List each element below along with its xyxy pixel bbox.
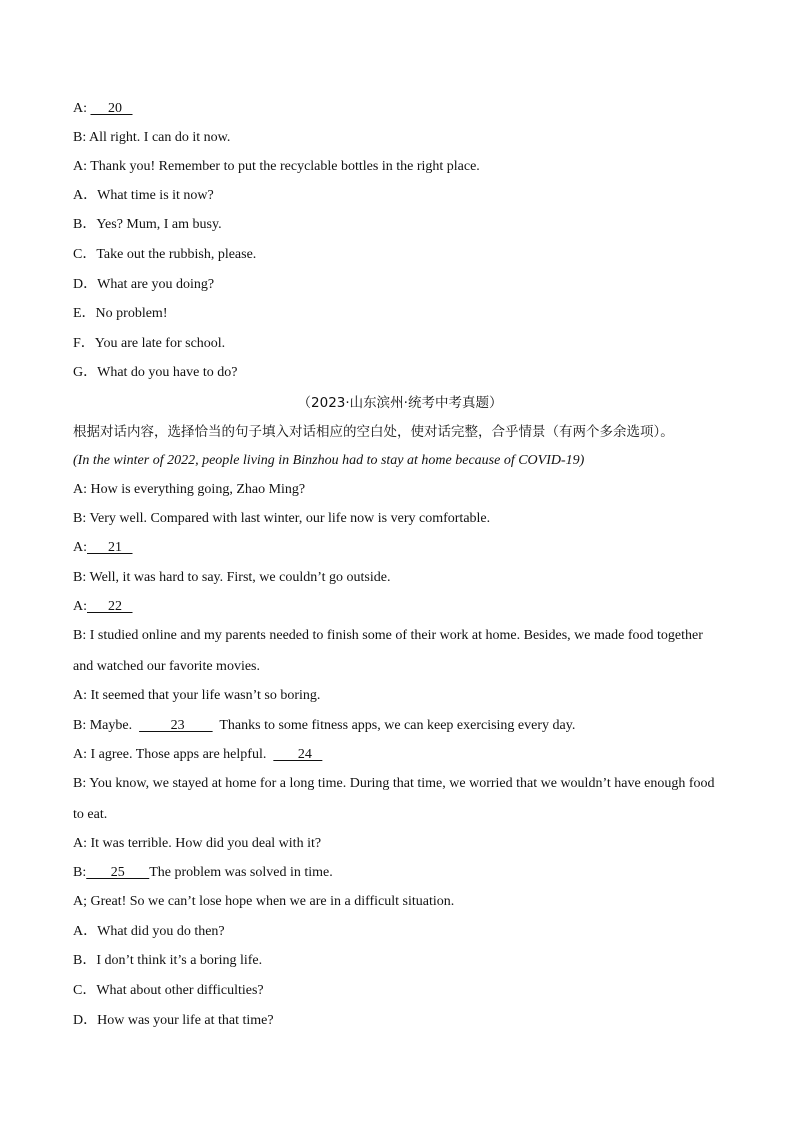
answer-blank-21: 21 bbox=[87, 540, 133, 555]
option-a: A．What did you do then? bbox=[73, 924, 225, 939]
answer-blank-25: 25 bbox=[86, 865, 150, 880]
dialogue-line-21 bbox=[73, 539, 133, 557]
dialogue-line: B: You know, we stayed at home for a long time. During that time, we worried that we wouldn’t have enough food bbox=[73, 776, 715, 791]
answer-blank-24: 24 bbox=[273, 747, 323, 762]
question-instruction: 根据对话内容，选择恰当的句子填入对话相应的空白处，使对话完整，合乎情景（有两个多余选项）。 bbox=[73, 424, 674, 440]
dialogue-line-25 bbox=[73, 864, 333, 882]
dialogue-line-24 bbox=[73, 746, 322, 764]
dialogue-line: B: Well, it was hard to say. First, we couldn’t go outside. bbox=[73, 570, 391, 585]
dialogue-text: Thanks to some fitness apps, we can keep exercising every day. bbox=[212, 718, 576, 733]
option-b: B．I don’t think it’s a boring life. bbox=[73, 953, 263, 968]
dialogue-line: A: How is everything going, Zhao Ming? bbox=[73, 482, 306, 497]
dialogue-line-a20 bbox=[73, 100, 133, 118]
dialogue-text: A: I agree. Those apps are helpful. bbox=[73, 747, 274, 762]
option-g: G．What do you have to do? bbox=[73, 365, 238, 380]
option-c: C．Take out the rubbish, please. bbox=[73, 247, 257, 262]
speaker-prefix: A: bbox=[73, 599, 87, 614]
speaker-prefix: A: bbox=[73, 540, 87, 555]
question-source: （2023·山东滨州·统考中考真题） bbox=[297, 395, 503, 411]
dialogue-line-b: B: All right. I can do it now. bbox=[73, 130, 231, 145]
dialogue-text: The problem was solved in time. bbox=[149, 865, 333, 880]
dialogue-line: B: Very well. Compared with last winter, our life now is very comfortable. bbox=[73, 511, 491, 526]
option-f: F．You are late for school. bbox=[73, 336, 226, 351]
option-a: A．What time is it now? bbox=[73, 188, 214, 203]
dialogue-line-22 bbox=[73, 598, 133, 616]
dialogue-line: A; Great! So we can’t lose hope when we are in a difficult situation. bbox=[73, 894, 455, 909]
dialogue-line-a: A: Thank you! Remember to put the recyclable bottles in the right place. bbox=[73, 159, 480, 174]
answer-blank-22: 22 bbox=[87, 599, 133, 614]
dialogue-line: and watched our favorite movies. bbox=[73, 659, 260, 674]
dialogue-text: B: Maybe. bbox=[73, 718, 140, 733]
answer-blank-23: 23 bbox=[139, 718, 213, 733]
option-d: D．What are you doing? bbox=[73, 277, 215, 292]
dialogue-line-23 bbox=[73, 717, 575, 735]
option-e: E．No problem! bbox=[73, 306, 168, 321]
speaker-prefix: A: bbox=[73, 101, 91, 116]
dialogue-line: A: It was terrible. How did you deal with it? bbox=[73, 836, 322, 851]
dialogue-context: (In the winter of 2022, people living in Binzhou had to stay at home because of COVID-19) bbox=[73, 453, 585, 468]
dialogue-line: A: It seemed that your life wasn’t so boring. bbox=[73, 688, 321, 703]
dialogue-line: B: I studied online and my parents needed to finish some of their work at home. Besides, we made food together bbox=[73, 628, 703, 643]
dialogue-line: to eat. bbox=[73, 807, 108, 822]
option-b: B．Yes? Mum, I am busy. bbox=[73, 217, 222, 232]
option-c: C．What about other difficulties? bbox=[73, 983, 264, 998]
speaker-prefix: B: bbox=[73, 865, 87, 880]
option-d: D．How was your life at that time? bbox=[73, 1013, 274, 1028]
answer-blank-20: 20 bbox=[90, 101, 133, 116]
